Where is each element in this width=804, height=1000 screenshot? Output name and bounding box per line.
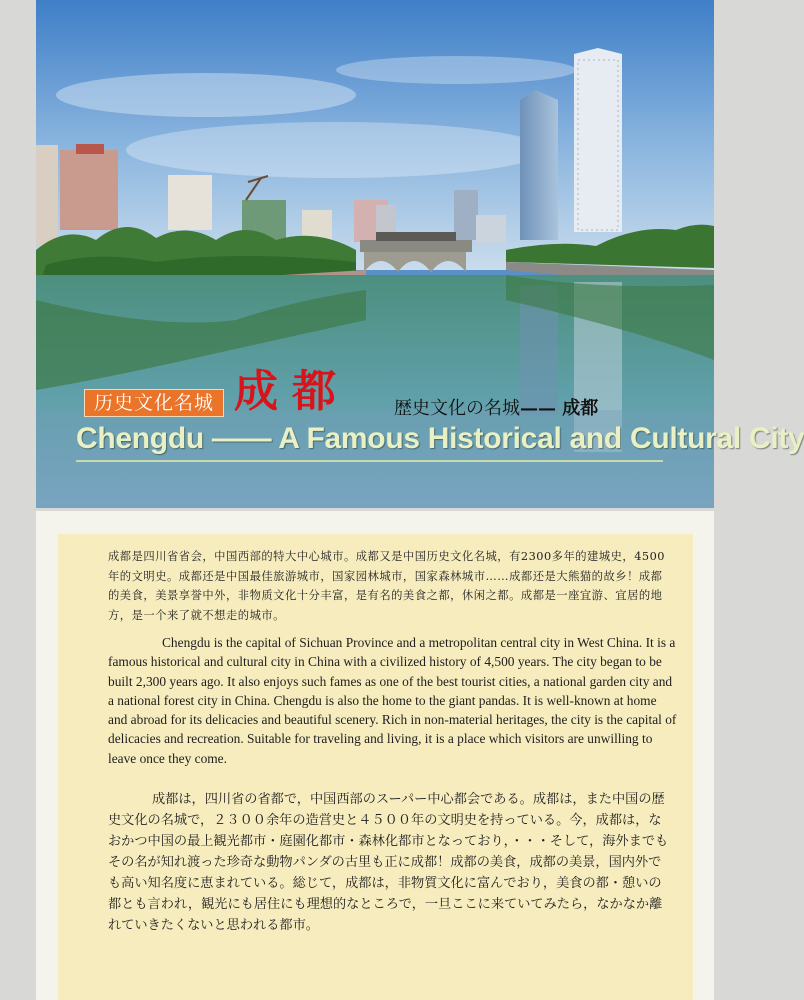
city-title-en: Chengdu —— A Famous Historical and Cultural City <box>76 422 804 455</box>
subtitle-jp-city: —— 成都 <box>520 398 599 419</box>
cover-postcard <box>36 0 804 508</box>
city-title-cn: 成都 <box>234 366 350 417</box>
historic-city-tag: 历史文化名城 <box>84 389 224 417</box>
subtitle-jp-text: 歴史文化の名城 <box>394 398 520 419</box>
description-japanese: 成都は，四川省の省都で，中国西部のスーパー中心都会である。成都は，また中国の歴史文化の名城で，２３００余年の造営史と４５００年の文明史を持っている。今，成都は，なおかつ中国の最上観光都市・庭園化都市・森林化都市となっており，・・・そして，海外までもその名が知れ渡った珍奇な動物パンダの古里も正に成都！成都の美食，成都の美景，国内外でも高い知名度に恵まれている。総じて，成都は，非物質文化に富んでおり，美食の都・憩いの都とも言われ，観光にも居住にも理想的なところで，一旦ここに来ていてみたら，なかなか離れていきたくないと思われる都市。 <box>108 792 669 933</box>
description-english: Chengdu is the capital of Sichuan Province and a metropolitan central city in West China. It is a famous historical and cultural city in China with a civilized history of 4,500 years. The city began to be built 2,300 years ago. It also enjoys such fames as one of the best tourist cities, a national garden city and a national forest city in China. Chengdu is also the home to the giant pandas. It is well-known at home and abroad for its delicacies and beautiful scenery. Rich in non-material heritages, the city is the capital of delicacies and recreation. Suitable for traveling and living, it is a place which visitors are unwilling to leave once they come. <box>108 635 677 766</box>
description-card <box>36 511 714 1000</box>
city-subtitle-jp <box>394 394 598 420</box>
title-underline <box>76 460 663 462</box>
description-chinese: 成都是四川省省会，中国西部的特大中心城市。成都又是中国历史文化名城，有2300多年的建城史，4500年的文明史。成都还是中国最佳旅游城市，国家园林城市，国家森林城市……成都还是大熊猫的故乡！成都的美食，美景享誉中外，非物质文化十分丰富，是有名的美食之都，休闲之都。成都是一座宜游、宜居的地方，是一个来了就不想走的城市。 <box>108 550 665 622</box>
